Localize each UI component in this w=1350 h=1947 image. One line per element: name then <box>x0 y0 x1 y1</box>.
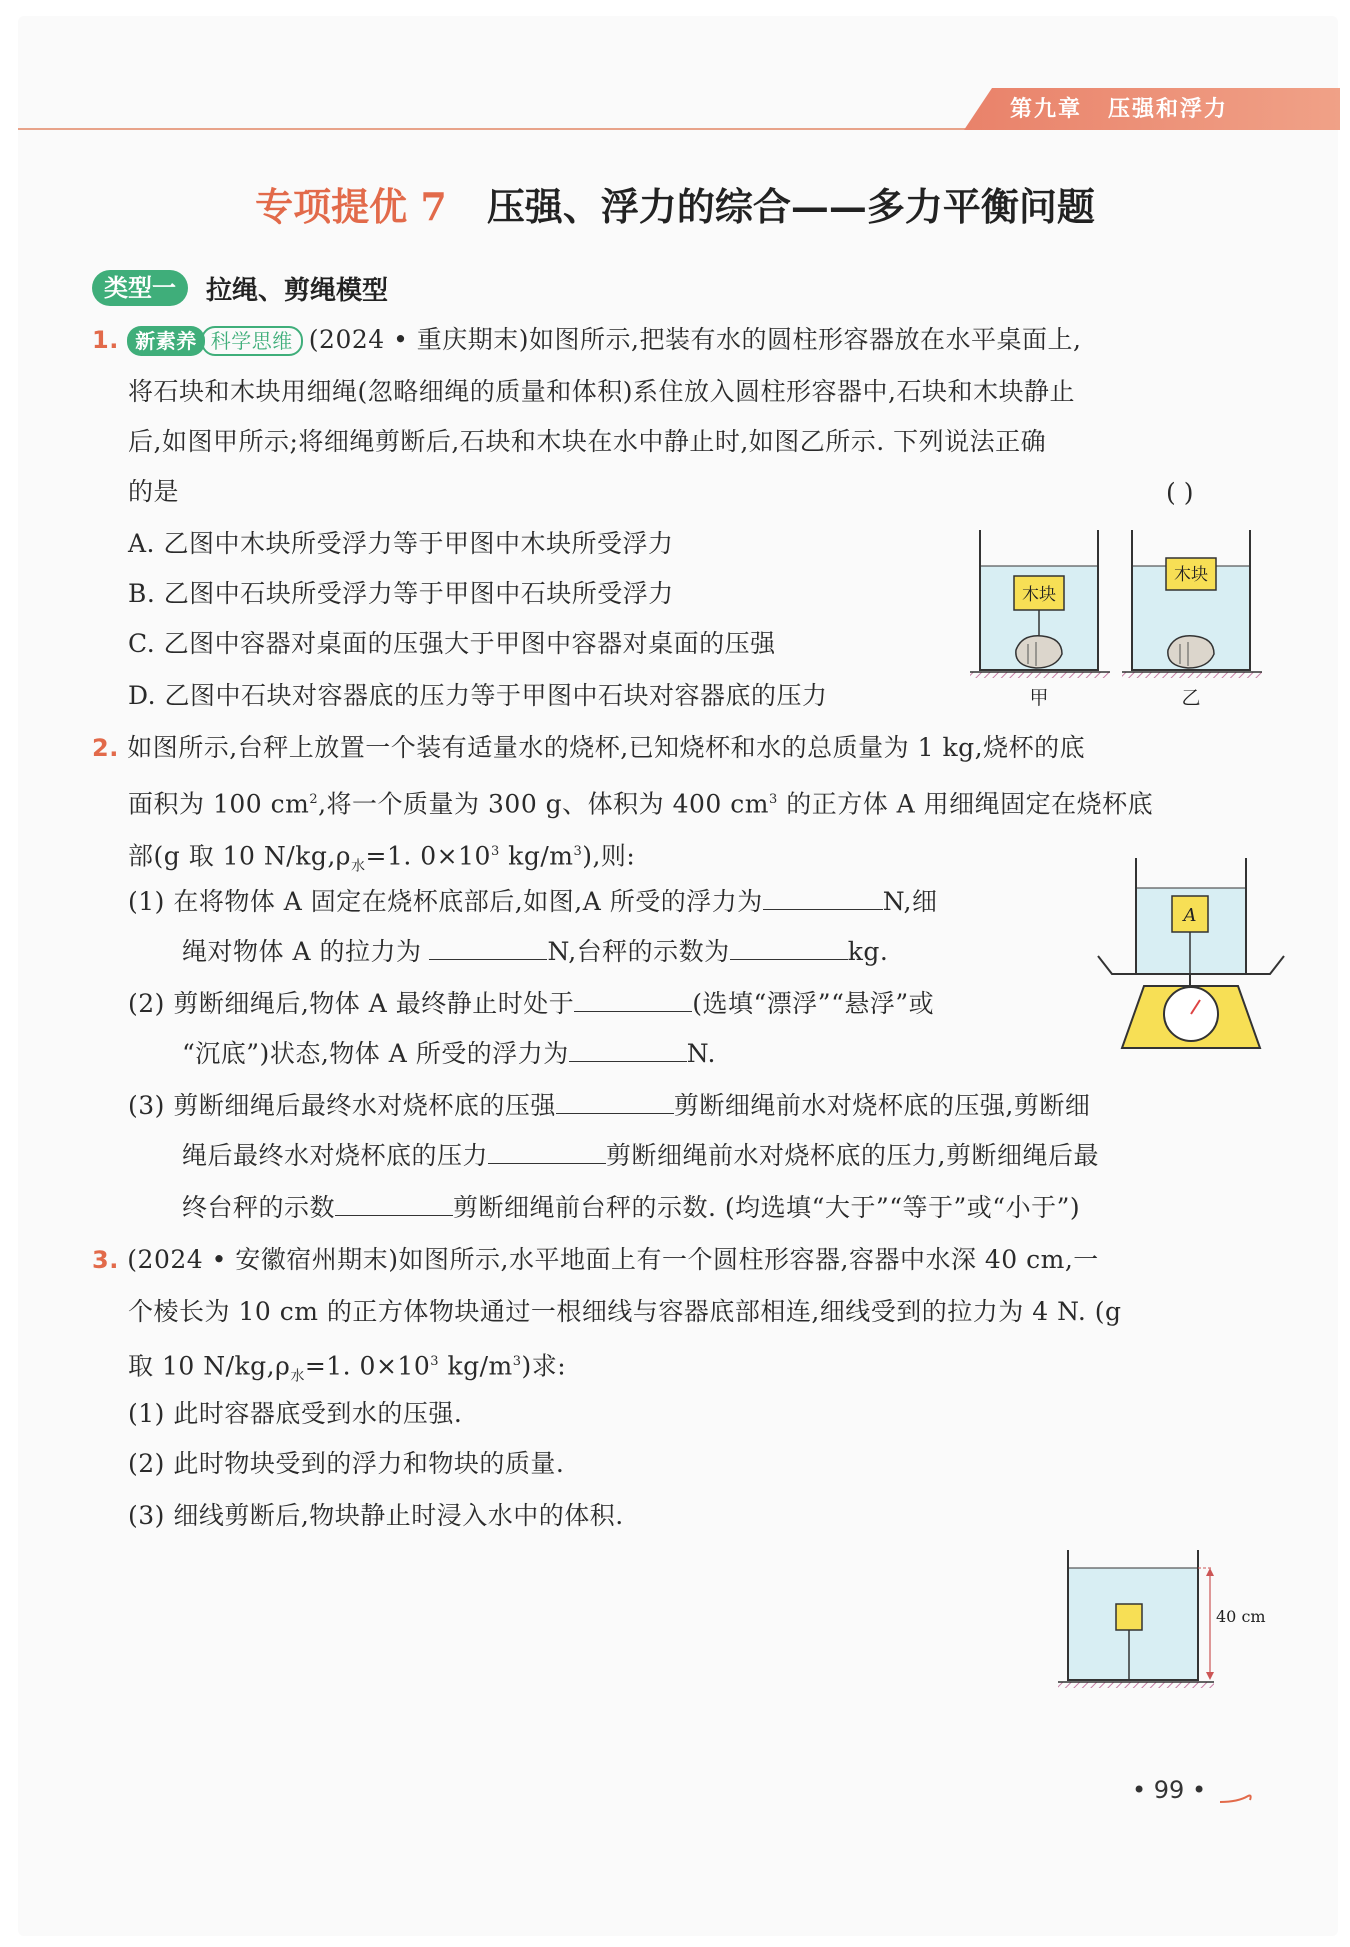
q1-line-4: 的是 <box>128 477 180 506</box>
q1-line-1 <box>92 322 1081 358</box>
q2-line-3 <box>128 834 635 884</box>
q3-sup-3f: 3 <box>512 1354 522 1369</box>
page-number <box>1132 1776 1206 1804</box>
q3-block <box>1116 1604 1142 1630</box>
q2-p1b: N,细 <box>882 887 938 916</box>
q3-line-1 <box>92 1242 1099 1278</box>
q2-p2c: “沉底”)状态,物体 A 所受的浮力为 <box>182 1039 569 1068</box>
q1-number: 1. <box>92 326 119 354</box>
q2-blank-buoyancy[interactable] <box>763 887 883 910</box>
q1-label-block-jia: 木块 <box>1022 585 1056 605</box>
q1-text-1: (2024 • 重庆期末)如图所示,把装有水的圆柱形容器放在水平桌面上, <box>308 325 1082 354</box>
q2-text-3e: kg/m <box>499 841 574 871</box>
q2-p3f: 剪断细绳前台秤的示数. (均选填“大于”“等于”或“小于”) <box>453 1193 1081 1222</box>
q2-line-2 <box>128 782 1153 822</box>
q1-label-yi: 乙 <box>1181 687 1201 709</box>
q2-text-1: 如图所示,台秤上放置一个装有适量水的烧杯,已知烧杯和水的总质量为 1 kg,烧杯的底 <box>127 733 1086 762</box>
q2-sup-3f: 3 <box>573 844 583 859</box>
q2-number: 2. <box>92 734 119 762</box>
q2-blank-scale-compare[interactable] <box>335 1193 453 1216</box>
q3-text-3g: )求: <box>521 1351 567 1381</box>
type-title: 拉绳、剪绳模型 <box>206 275 389 306</box>
q3-text-3a: 取 10 N/kg,ρ <box>128 1351 291 1381</box>
q2-sup-3d: 3 <box>490 844 500 859</box>
q3-sub-3b: 水 <box>290 1368 305 1385</box>
chapter-header <box>1010 92 1228 128</box>
type-heading <box>92 268 388 308</box>
q2-blank-final-state[interactable] <box>574 989 692 1012</box>
q2-sub-3b: 水 <box>351 858 366 875</box>
q1-option-b: B. 乙图中石块所受浮力等于甲图中石块所受浮力 <box>128 579 674 608</box>
q2-text-2a: 面积为 100 cm <box>128 789 310 819</box>
q1-line-2: 将石块和木块用细绳(忽略细绳的质量和体积)系住放入圆柱形容器中,石块和木块静止 <box>128 377 1075 406</box>
q2-p3b: 剪断细绳前水对烧杯底的压强,剪断细 <box>673 1091 1091 1120</box>
q3-part-1: (1) 此时容器底受到水的压强. <box>128 1399 463 1428</box>
q1-figure <box>970 522 1270 712</box>
page-number-text: • 99 • <box>1132 1776 1207 1804</box>
q2-p3e: 终台秤的示数 <box>182 1193 336 1222</box>
q2-p1e: kg. <box>847 937 889 966</box>
q3-figure <box>1052 1548 1272 1698</box>
q2-text-2c: ,将一个质量为 300 g、体积为 400 cm <box>318 789 769 819</box>
q2-part-3-line-3 <box>182 1190 1080 1226</box>
q2-part-1-line-2 <box>182 934 888 970</box>
q2-part-1-line-1 <box>128 884 937 920</box>
q3-depth-label: 40 cm <box>1216 1607 1266 1626</box>
chapter-label: 第九章 <box>1010 97 1083 122</box>
q2-text-3c: =1. 0×10 <box>365 841 491 871</box>
q1-badge-new: 新素养 <box>127 326 205 356</box>
q2-p2b: (选填“漂浮”“悬浮”或 <box>692 989 935 1018</box>
q1-badge-sci: 科学思维 <box>201 326 303 356</box>
q1-answer-paren: ( ) <box>1166 478 1194 507</box>
page-tail-decoration <box>1218 1790 1254 1806</box>
q2-part-3-line-2 <box>182 1138 1099 1174</box>
q3-text-3c: =1. 0×10 <box>304 1351 431 1381</box>
q1-label-block-yi: 木块 <box>1174 565 1208 585</box>
q2-text-3a: 部(g 取 10 N/kg,ρ <box>128 841 352 871</box>
q1-stone-yi <box>1168 636 1214 668</box>
q2-p1d: N,台秤的示数为 <box>547 937 730 966</box>
q2-p3d: 剪断细绳前水对烧杯底的压力,剪断细绳后最 <box>606 1141 1099 1170</box>
q2-blank-tension[interactable] <box>429 937 547 960</box>
q2-block-label: A <box>1183 905 1197 926</box>
q2-blank-final-buoyancy[interactable] <box>569 1039 687 1062</box>
q3-part-3: (3) 细线剪断后,物块静止时浸入水中的体积. <box>128 1501 624 1530</box>
q2-text-3g: ),则: <box>582 841 636 871</box>
type-badge: 类型一 <box>92 270 188 306</box>
q3-text-1: (2024 • 安徽宿州期末)如图所示,水平地面上有一个圆柱形容器,容器中水深 40 cm,一 <box>127 1245 1099 1274</box>
q3-part-2: (2) 此时物块受到的浮力和物块的质量. <box>128 1449 565 1478</box>
q2-p3a: (3) 剪断细绳后最终水对烧杯底的压强 <box>128 1091 556 1120</box>
q2-p2a: (2) 剪断细绳后,物体 A 最终静止时处于 <box>128 989 575 1018</box>
q1-line-3: 后,如图甲所示;将细绳剪断后,石块和木块在水中静止时,如图乙所示. 下列说法正确 <box>128 427 1047 456</box>
q1-option-a: A. 乙图中木块所受浮力等于甲图中木块所受浮力 <box>128 529 674 558</box>
q2-sup-2b: 2 <box>309 792 319 807</box>
q3-line-3 <box>128 1344 566 1394</box>
title-label: 专项提优 7 <box>255 184 447 229</box>
q2-figure <box>1088 852 1288 1052</box>
q3-text-3e: kg/m <box>439 1351 513 1381</box>
q2-sup-2d: 3 <box>769 792 778 807</box>
q2-part-2-line-1 <box>128 986 934 1022</box>
q3-number: 3. <box>92 1246 119 1274</box>
q2-part-2-line-2 <box>182 1036 716 1072</box>
section-label: 压强和浮力 <box>1108 97 1229 122</box>
q1-label-jia: 甲 <box>1029 687 1049 709</box>
page-title <box>0 176 1350 231</box>
q1-option-d: D. 乙图中石块对容器底的压力等于甲图中石块对容器底的压力 <box>128 681 828 710</box>
q2-p1c: 绳对物体 A 的拉力为 <box>182 937 422 966</box>
q2-line-1 <box>92 730 1085 766</box>
title-main: 压强、浮力的综合——多力平衡问题 <box>486 184 1095 229</box>
q2-blank-force-compare[interactable] <box>488 1141 606 1164</box>
q2-p2d: N. <box>686 1039 716 1068</box>
q2-blank-scale-reading[interactable] <box>730 937 848 960</box>
q2-part-3-line-1 <box>128 1088 1090 1124</box>
q3-line-2: 个棱长为 10 cm 的正方体物块通过一根细线与容器底部相连,细线受到的拉力为 4 N. (g <box>128 1297 1122 1326</box>
q1-option-c: C. 乙图中容器对桌面的压强大于甲图中容器对桌面的压强 <box>128 629 776 658</box>
q1-stone-jia <box>1016 636 1062 668</box>
q2-p1a: (1) 在将物体 A 固定在烧杯底部后,如图,A 所受的浮力为 <box>128 887 763 916</box>
q2-text-2e: 的正方体 A 用细绳固定在烧杯底 <box>777 789 1154 819</box>
q3-sup-3d: 3 <box>430 1354 440 1369</box>
q2-p3c: 绳后最终水对烧杯底的压力 <box>182 1141 489 1170</box>
q2-blank-pressure-compare[interactable] <box>556 1091 674 1114</box>
